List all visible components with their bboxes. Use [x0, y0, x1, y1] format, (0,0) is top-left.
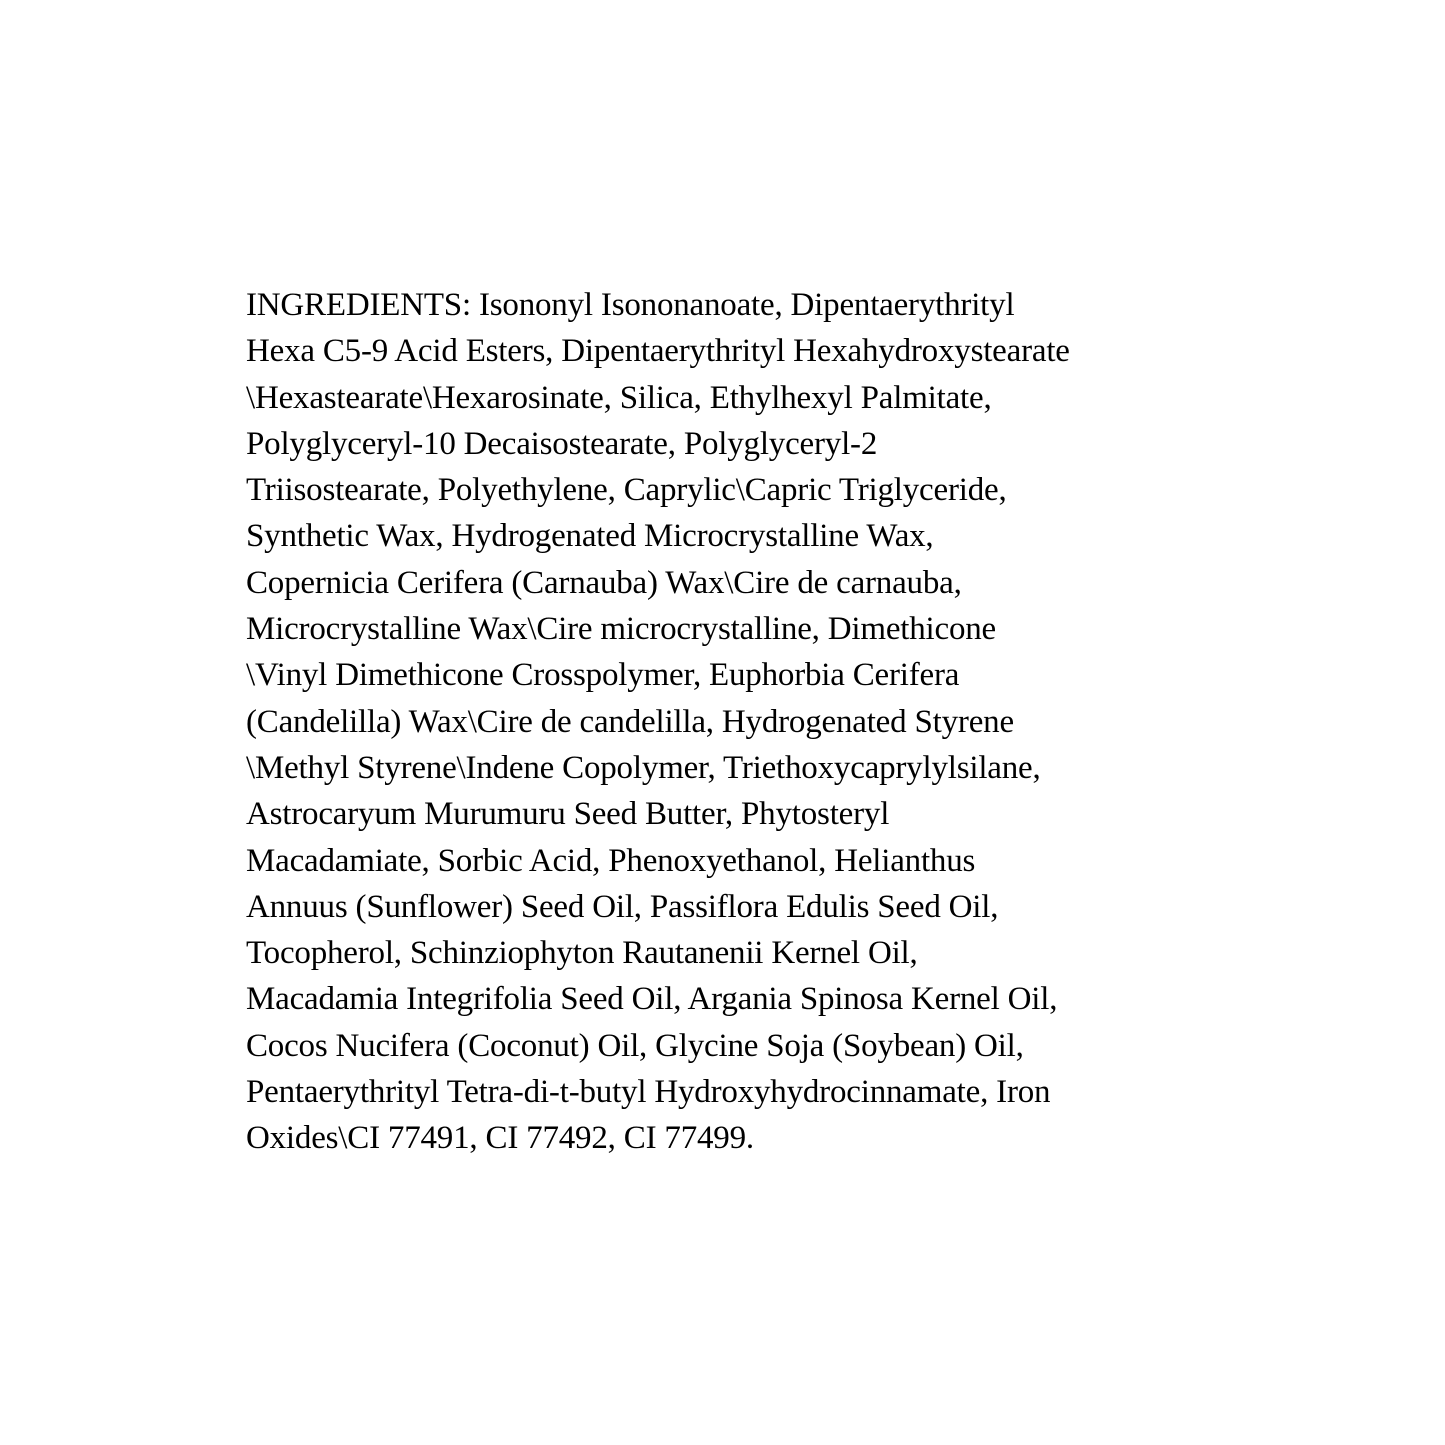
ingredients-line-18: Pentaerythrityl Tetra-di-t-butyl Hydroxyhydrocinnamate, Iron	[246, 1074, 1051, 1111]
ingredients-line-2: Hexa C5-9 Acid Esters, Dipentaerythrityl Hexahydroxystearate	[246, 333, 1070, 370]
ingredients-line-4: Polyglyceryl-10 Decaisostearate, Polyglyceryl-2	[246, 425, 878, 462]
ingredients-line-17: Cocos Nucifera (Coconut) Oil, Glycine Soja (Soybean) Oil,	[246, 1027, 1024, 1064]
ingredients-line-9: \Vinyl Dimethicone Crosspolymer, Euphorbia Cerifera	[246, 657, 960, 694]
ingredients-line-5: Triisostearate, Polyethylene, Caprylic\Capric Triglyceride,	[246, 472, 1007, 509]
ingredients-line-19: Oxides\CI 77491, CI 77492, CI 77499.	[246, 1120, 754, 1157]
ingredients-line-13: Macadamiate, Sorbic Acid, Phenoxyethanol, Helianthus	[246, 842, 976, 879]
ingredients-text-block	[246, 282, 1236, 1162]
ingredients-line-10: (Candelilla) Wax\Cire de candelilla, Hydrogenated Styrene	[246, 703, 1014, 740]
ingredients-line-7: Copernicia Cerifera (Carnauba) Wax\Cire de carnauba,	[246, 564, 962, 601]
ingredients-line-16: Macadamia Integrifolia Seed Oil, Argania Spinosa Kernel Oil,	[246, 981, 1058, 1018]
ingredients-line-14: Annuus (Sunflower) Seed Oil, Passiflora Edulis Seed Oil,	[246, 888, 999, 925]
ingredients-line-1: INGREDIENTS: Isononyl Isononanoate, Dipentaerythrityl	[246, 287, 1015, 323]
ingredients-line-12: Astrocaryum Murumuru Seed Butter, Phytosteryl	[246, 796, 890, 833]
ingredients-line-11: \Methyl Styrene\Indene Copolymer, Triethoxycaprylylsilane,	[246, 749, 1041, 786]
ingredients-line-8: Microcrystalline Wax\Cire microcrystalline, Dimethicone	[246, 611, 996, 648]
ingredients-line-3: \Hexastearate\Hexarosinate, Silica, Ethylhexyl Palmitate,	[246, 379, 992, 416]
ingredients-line-15: Tocopherol, Schinziophyton Rautanenii Kernel Oil,	[246, 935, 918, 972]
ingredients-line-6: Synthetic Wax, Hydrogenated Microcrystalline Wax,	[246, 518, 934, 555]
